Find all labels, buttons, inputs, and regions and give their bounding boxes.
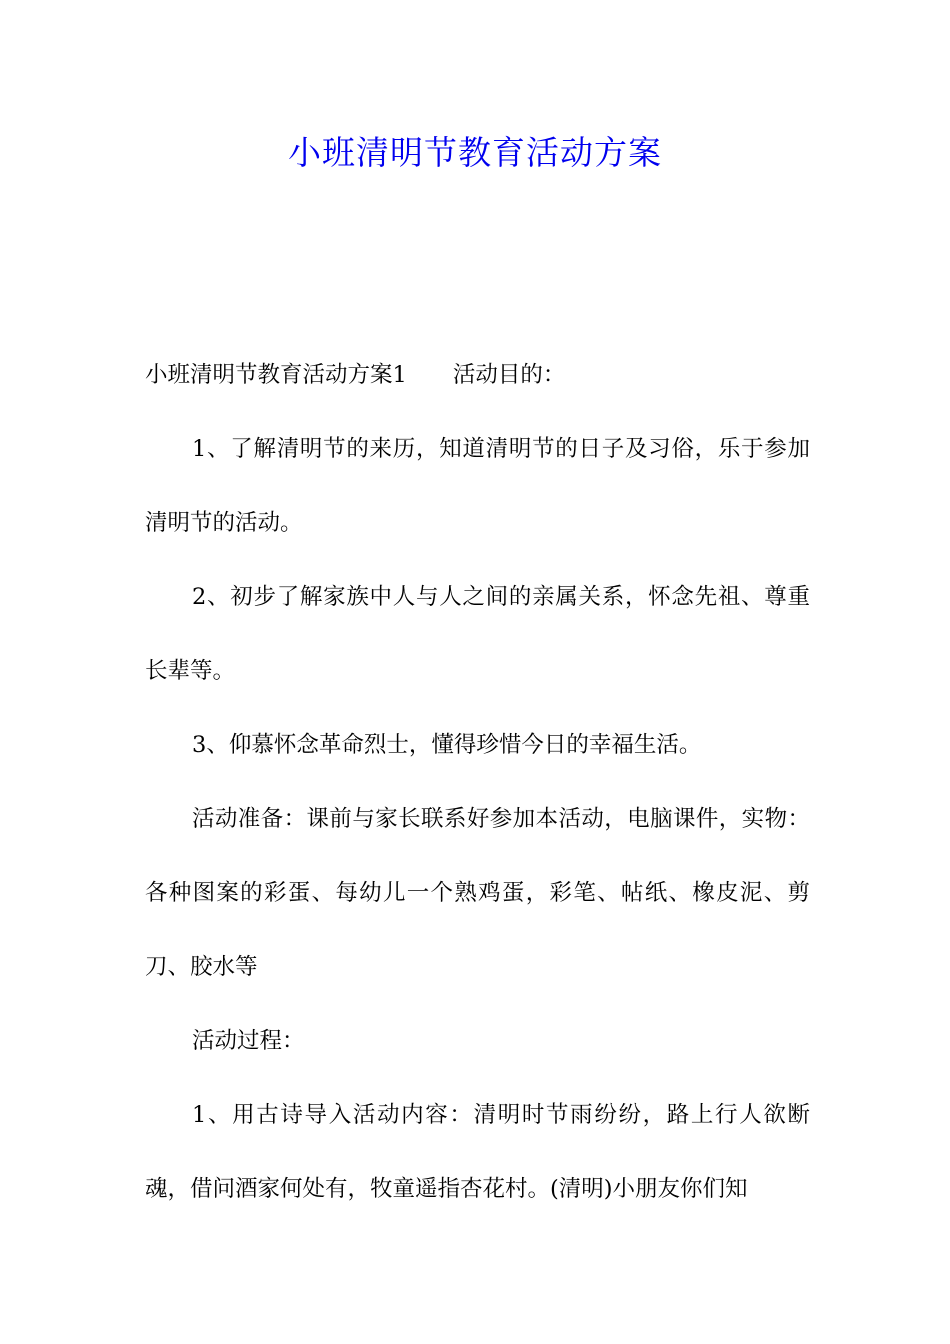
section-heading-line <box>145 338 810 412</box>
document-title: 小班清明节教育活动方案 <box>288 133 662 172</box>
paragraph: 1、了解清明节的来历，知道清明节的日子及习俗，乐于参加清明节的活动。 <box>145 436 810 536</box>
paragraph: 1、用古诗导入活动内容：清明时节雨纷纷，路上行人欲断魂，借问酒家何处有，牧童遥指杏花村。(清明)小朋友你们知 <box>145 1102 810 1202</box>
paragraph: 活动过程： <box>192 1028 305 1054</box>
document-body <box>145 338 810 1226</box>
paragraph: 3、仰慕怀念革命烈士，懂得珍惜今日的幸福生活。 <box>192 732 702 758</box>
section-subheading: 活动目的： <box>452 362 566 388</box>
paragraph: 活动准备：课前与家长联系好参加本活动，电脑课件，实物：各种图案的彩蛋、每幼儿一个熟鸡蛋，彩笔、帖纸、橡皮泥、剪刀、胶水等 <box>145 806 810 980</box>
section-heading: 小班清明节教育活动方案1 <box>145 362 407 388</box>
paragraph: 2、初步了解家族中人与人之间的亲属关系，怀念先祖、尊重长辈等。 <box>145 584 810 684</box>
